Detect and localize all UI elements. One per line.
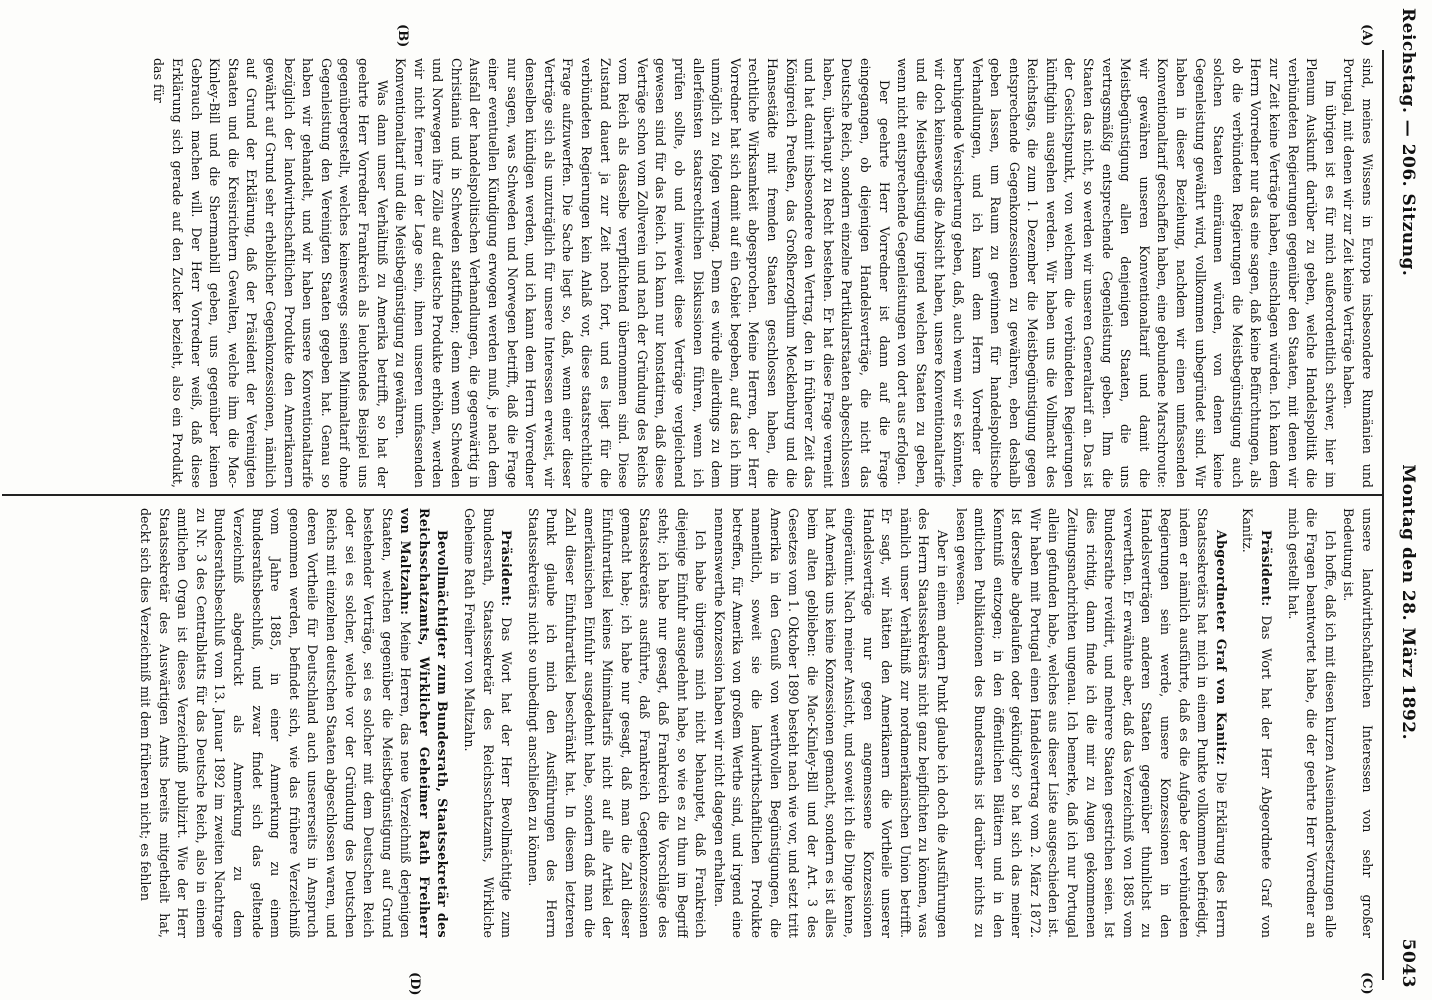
paragraph-text: Das Wort hat der Herr Bevollmächtigte zum Bundesrath, Staatssekretär des Reichsschatzamts, Wirkliche Geheime Rath Freiherr von Maltzahn. (462, 508, 515, 938)
paragraph-text: Der geehrte Herr Vorredner ist dann auf die Frage eingegangen, ob diejenigen Handelsverträge, die nicht das Deutsche Reich, sondern einzelne Partikularstaaten abgeschlossen haben, überhaupt zu Recht bestehen. Er hat diese Frage verneint und hat damit insbesondere den Vertrag, den in früherer Zeit das Königreich Preußen, das Großherzogthum Mecklenburg und die Hansestädte mit fremden Staaten geschlossen haben, die rechtliche Wirksamkeit abgesprochen. Meine Herren, der Herr Vorredner hat sich damit auf ein Gebiet begeben, auf das ich ihm unmöglich zu folgen vermag. Denn es würde allerdings zu dem allerfeinsten staatsrechtlichen Diskussionen führen, wenn ich prüfen sollte, ob und inwieweit diese Verträge vergleichend gewesen sind für das Reich. Ich kann nur konstatiren, daß diese Verträge schon vom Zollverein und nach der Gründung des Reichs vom Reich als dasselbe verpflichtend übernommen sind. Diese Zustand dauert ja zur Zeit noch fort, und es liegt für die verbündeten Regierungen kein Anlaß vor, diese staatsrechtliche Frage aufzuwerfen. Die Sache liegt so, daß, wenn einer dieser Verträge sich als unzuträglich für unsere Interessen erweist, wir denselben kündigen werden, und ich kann dem Herrn Vorredner nur sagen, was Schweden und Norwegen betrifft, daß die Frage einer eventuellen Kündigung erwogen werden muß, je nach dem Ausfall der handelspolitischen Verhandlungen, die gegenwärtig in Christiania und in Schweden stattfinden; denn wenn Schweden und Norwegen ihre Zölle auf deutsche Produkte erhöhen, werden wir nicht ferner in der Lage sein, ihnen unseren umfassenden Konventionaltarif und die Meistbegünstigung zu gewähren. (393, 58, 892, 488)
column-divider (2, 494, 1382, 496)
margin-marker-b: (B) (395, 24, 410, 48)
paragraph (893, 58, 1339, 488)
margin-marker-c: (C) (1359, 972, 1374, 995)
page-header (1384, 8, 1432, 988)
paragraph-text: Die Erklärung des Herrn Staatssekretärs hat mich in einem Punkte vollkommen befriedigt, indem er nämlich ausführte, daß es die Aufgabe der verbündeten Regierungen sein werde, unsere Konzessionen in den Handelsverträgen anderen Staaten gegenüber thunlichst zu verwerthen. Er erwähnte aber, daß das Verzeichniß von 1885 vom Bundesrathe revidirt, und mehrere Staaten gestrichen seien. Ist dies richtig, dann finde ich die mir zu Augen gekommenen Zeitungsnachrichten ungenau. Ich bemerke, daß ich nur Portugal allein gefunden habe, welches aus dieser Liste ausgeschieden ist. Wir haben mit Portugal einen Handelsvertrag vom 2. März 1872. Ist derselbe abgelaufen oder gekündigt? so hat sich das meiner Kenntniß entzogen; in den öffentlichen Blättern und in den amtlichen Publikationen des Bundesraths ist darüber nichts zu lesen gewesen. (953, 508, 1229, 938)
paragraph (1238, 508, 1275, 938)
paragraph-text: Ich hoffe, daß ich mit diesen kurzen Auseinandersetzungen alle die Fragen beantwortet habe, die der geehrte Herr Vorredner an mich gestellt hat. (1285, 508, 1338, 938)
paragraph-text: Meine Herren, das neue Verzeichniß derjenigen Staaten, welchen gegenüber die Meistbegünstigung auf Grund bestehender Verträge, sei es solcher mit dem Deutschen Reich oder sei es solcher, welche vor der Gründung des Deutschen Reichs mit einzelnen deutschen Staaten abgeschlossen waren, und deren Vortheile für Deutschland auch unsererseits in Anspruch genommen werden, befindet sich, wie das frühere Verzeichniß vom Jahre 1885, in einer Anmerkung zu einem Bundesrathsbeschluß, und zwar findet sich das geltende Verzeichniß abgedruckt als Anmerkung zu dem Bundesrathsbeschluß vom 13. Januar 1892 im zweiten Nachtrage zu Nr. 3 des Centralblatts für das Deutsche Reich, also in einem amtlichen Organ ist dieses Verzeichniß publizirt. Wie der Herr Staatssekretär des Auswärtigen Amts bereits mitgetheilt hat, deckt sich dies Verzeichniß mit dem früheren nicht; es fehlen (138, 508, 414, 938)
paragraph (523, 508, 709, 938)
header-left: Reichstag. — 206. Sitzung. (1398, 8, 1418, 277)
header-date: Montag den 28. März 1892. (1398, 464, 1418, 741)
paragraph-text: Im übrigen ist es für mich außerordentlich schwer, hier im Plenum Auskunft darüber zu geben, welche Handelspolitik die verbündeten Regierungen gegenüber den Staaten, mit denen wir zur Zeit keine Verträge haben, einschlagen würden. Ich kann dem Herrn Vorredner nur das eine sagen, daß keine Befürchtungen, als ob die verbündeten Regierungen die Meistbegünstigung auch solchen Staaten einräumen würden, von denen keine Gegenleistung gewährt wird, vollkommen unbegründet sind. Wir haben in dieser Beziehung, nachdem wir einen umfassenden Konventionaltarif geschaffen haben, eine gebundene Marschroute: wir gewähren unseren Konventionaltarif und damit die Meistbegünstigung allen denjenigen Staaten, die uns vertragsmäßig entsprechende Gegenleistung geben. Ihm die Staaten das nicht, so werden wir unseren Generaltarif an. Das ist der Gesichtspunkt, von welchem die verbündeten Regierungen künftighin ausgehen werden. Wir haben uns die Vollmacht des Reichstags, die zum 1. Dezember die Meistbegünstigung gegen entsprechende Gegenkonzessionen zu gewähren, eben deshalb geben lassen, um Raum zu gewinnen für handelspolitische Verhandlungen, und ich kann dem Herrn Vorredner die beruhigende Versicherung geben, daß, auch wenn wir es könnten, wir doch keineswegs die Absicht haben, unsere Konventionaltarife und die Meistbegünstigung irgend welchen Staaten zu geben, wenn nicht entsprechende Gegenleistungen von dort aus erfolgen. (895, 58, 1338, 488)
paragraph-text: Was dann unser Verhältniß zu Amerika betrifft, so hat der geehrte Herr Vorredner Frankreich als leuchtendes Beispiel uns gegenübergestellt, welches keineswegs seinen Minimaltarif ohne Gegenleistung den Vereinigten Staaten gegeben hat. Genau so haben wir gehandelt, und wir haben unsere Konventionaltarife bezüglich der landwirthschaftlichen Produkte den Amerikanern gewährt auf Grund sehr erheblicher Gegenkonzessionen, nämlich auf Grund der Erklärung, daß der Präsident der Vereinigten Staaten und die Kreisrichtern Gewalten, welche ihm die Mac-Kinley-Bill und die Shermanbill geben, uns gegenüber keinen Gebrauch machen will. Der Herr Vorredner weiß, daß diese Erklärung sich gerade auf den Zucker bezieht, also ein Produkt, das für (151, 58, 390, 488)
paragraph (149, 58, 391, 488)
paragraph-text: Ich habe übrigens mich nicht behauptet, daß Frankreich diejenige Einfuhr ausgedehnt habe, so wie es zu thun im Begriff steht; ich habe nur gesagt, daß Frankreich die Vorschläge des Staatssekretärs ausführte, daß Frankreich Gegenkonzessionen gemacht habe; ich habe nur gesagt, daß man die Zahl dieser Einfuhrartikel keines Minimaltarifs nicht auf alle Artikel der amerikanischen Einfuhr ausgedehnt habe, sondern daß man die Zahl dieser Einfuhrartikel beschränkt hat. In diesem letzteren Punkt glaube ich mich den Ausführungen des Herrn Staatssekretärs nicht so unbedingt anschließen zu können. (525, 508, 709, 938)
paragraph (460, 508, 516, 938)
paragraph (709, 508, 951, 938)
margin-marker-d: (D) (407, 972, 422, 996)
paragraph-text: sind, meines Wissens in Europa insbesondere Rumänien und Portugal, mit denen wir zur Zeit keine Verträge haben. (1341, 58, 1375, 488)
speaker-name: Bevollmächtigter zum Bundesrath, Staatssekretär des Reichsschatzamts, Wirklicher Geheimer Rath Freiherr von Maltzahn: (398, 508, 451, 938)
paragraph (391, 58, 893, 488)
speaker-name: Abgeordneter Graf von Kanitz: (1213, 530, 1229, 766)
paragraph-text: Das Wort hat der Herr Abgeordnete Graf von Kanitz. (1240, 508, 1275, 938)
header-rule (1382, 50, 1384, 980)
paragraph (135, 508, 451, 938)
margin-marker-a: (A) (1359, 24, 1374, 47)
speaker-name: Präsident: (499, 530, 515, 607)
paragraph-text: Aber in einem andern Punkt glaube ich doch die Ausführungen des Herrn Staatssekretärs nicht ganz beipflichten zu können, was nämlich unser Verhältniß zur nordamerikanischen Union betrifft. Er sagt, wir hätten den Amerikanern die Vortheile unserer Handelsverträge nur gegen angemessene Konzessionen eingeräumt. Nach meiner Ansicht, und soweit ich die Dinge kenne, hat Amerika uns keine Konzessionen gemacht, sondern es ist alles beim alten geblieben: die Mac-Kinley-Bill und der Art. 3 des Gesetzes vom 1. Oktober 1890 besteht nach wie vor, und setzt tritt Amerika in den Genuß von werthvollen Begünstigungen, die namentlich, soweit sie die landwirthschaftlichen Produkte betreffen, für Amerika von großem Werthe sind, und irgend eine nennenswerthe Konzession haben wir nicht dagegen erhalten. (711, 508, 950, 938)
paragraph (951, 508, 1230, 938)
page-number: 5043 (1398, 938, 1418, 988)
paragraph (1339, 58, 1376, 488)
paragraph (1283, 508, 1339, 938)
speaker-name: Präsident: (1259, 530, 1275, 607)
right-column (6, 508, 1376, 938)
paragraph (1339, 508, 1376, 938)
paragraph-text: unsere landwirthschaftlichen Interessen von sehr großer Bedeutung ist. (1341, 508, 1375, 938)
left-column (6, 58, 1376, 488)
